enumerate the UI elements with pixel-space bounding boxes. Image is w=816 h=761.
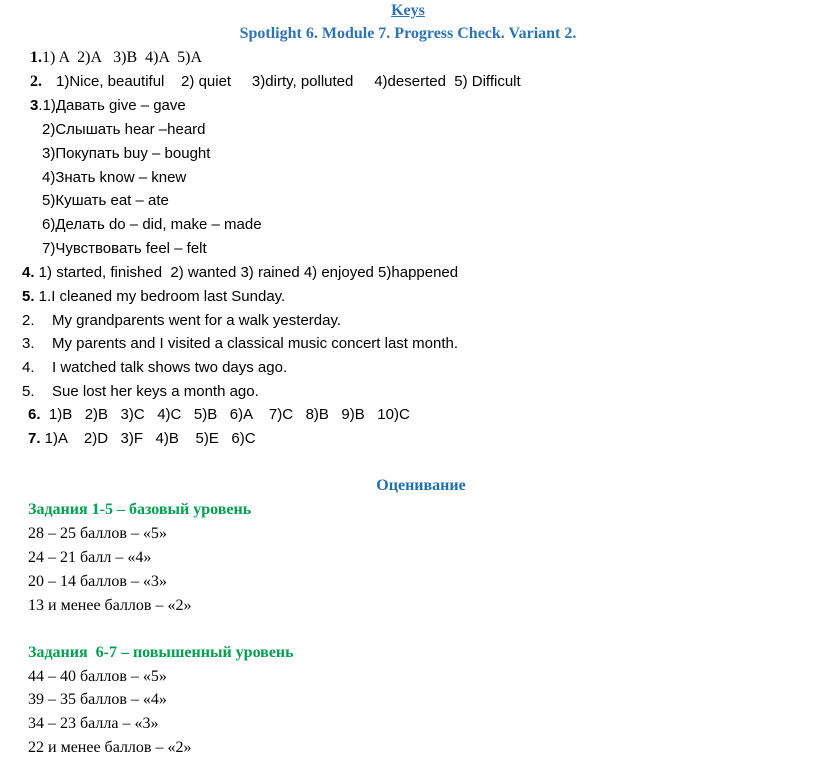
answer-1-number: 1. <box>30 49 42 66</box>
sentence-item <box>22 334 458 354</box>
verb-line: 2)Слышать hear –heard <box>42 121 206 138</box>
sentence-number: 2. <box>22 312 35 329</box>
grading-title: Оценивание <box>376 477 466 494</box>
answer-4-text: 1) started, finished 2) wanted 3) rained 4) enjoyed 5)happened <box>34 264 459 281</box>
answer-4 <box>22 263 458 283</box>
grade-row: 22 и менее баллов – «2» <box>28 739 192 756</box>
answer-5-number: 5. <box>22 288 35 305</box>
sentence-number: 4. <box>22 359 35 376</box>
verb-line: 7)Чувствовать feel – felt <box>42 240 207 257</box>
grade-row: 13 и менее баллов – «2» <box>28 597 192 614</box>
verb-line: 4)Знать know – knew <box>42 169 187 186</box>
sentence-item <box>22 311 342 331</box>
grade-row: 20 – 14 баллов – «3» <box>28 573 167 590</box>
basic-level-heading: Задания 1-5 – базовый уровень <box>28 501 252 518</box>
sentence-text: I watched talk shows two days ago. <box>52 359 288 376</box>
grade-row: 24 – 21 балл – «4» <box>28 549 152 566</box>
answer-2 <box>30 72 521 92</box>
answer-3-text: .1)Давать give – gave <box>38 97 186 114</box>
answer-3 <box>30 96 186 116</box>
verb-line: 3)Покупать buy – bought <box>42 145 211 162</box>
verb-line: 6)Делать do – did, make – made <box>42 216 262 233</box>
grade-row: 39 – 35 баллов – «4» <box>28 691 167 708</box>
answer-6-number: 6. <box>28 406 41 423</box>
answer-4-number: 4. <box>22 264 35 281</box>
answer-6-text: 1)B 2)B 3)C 4)C 5)B 6)A 7)C 8)B 9)B 10)C <box>40 406 410 423</box>
answer-6 <box>28 405 410 425</box>
sentence-item <box>22 358 288 378</box>
answer-2-text: 1)Nice, beautiful 2) quiet 3)dirty, polluted 4)deserted 5) Difficult <box>56 73 521 90</box>
sentence-item <box>22 382 259 402</box>
sentence-number: 5. <box>22 383 35 400</box>
answer-7-text: 1)A 2)D 3)F 4)B 5)E 6)C <box>40 430 256 447</box>
document-subtitle: Spotlight 6. Module 7. Progress Check. Variant 2. <box>239 25 577 42</box>
answer-2-number: 2. <box>30 73 42 90</box>
advanced-level-heading: Задания 6-7 – повышенный уровень <box>28 644 294 661</box>
sentence-text: My grandparents went for a walk yesterday. <box>52 312 342 329</box>
grade-row: 28 – 25 баллов – «5» <box>28 525 167 542</box>
sentence-text: My parents and I visited a classical music concert last month. <box>52 335 458 352</box>
answer-5-text: 1.I cleaned my bedroom last Sunday. <box>34 288 286 305</box>
sentence-number: 3. <box>22 335 35 352</box>
sentence-text: Sue lost her keys a month ago. <box>52 383 259 400</box>
answer-7 <box>28 429 256 449</box>
verb-line: 5)Кушать eat – ate <box>42 192 169 209</box>
grade-row: 34 – 23 балла – «3» <box>28 715 159 732</box>
answer-1 <box>30 48 202 68</box>
answer-7-number: 7. <box>28 430 41 447</box>
grade-row: 44 – 40 баллов – «5» <box>28 668 167 685</box>
keys-title: Keys <box>391 2 425 19</box>
answer-3-number: 3 <box>30 97 39 114</box>
answer-5 <box>22 287 285 307</box>
answer-1-text: 1) A 2)A 3)B 4)A 5)A <box>42 49 202 66</box>
